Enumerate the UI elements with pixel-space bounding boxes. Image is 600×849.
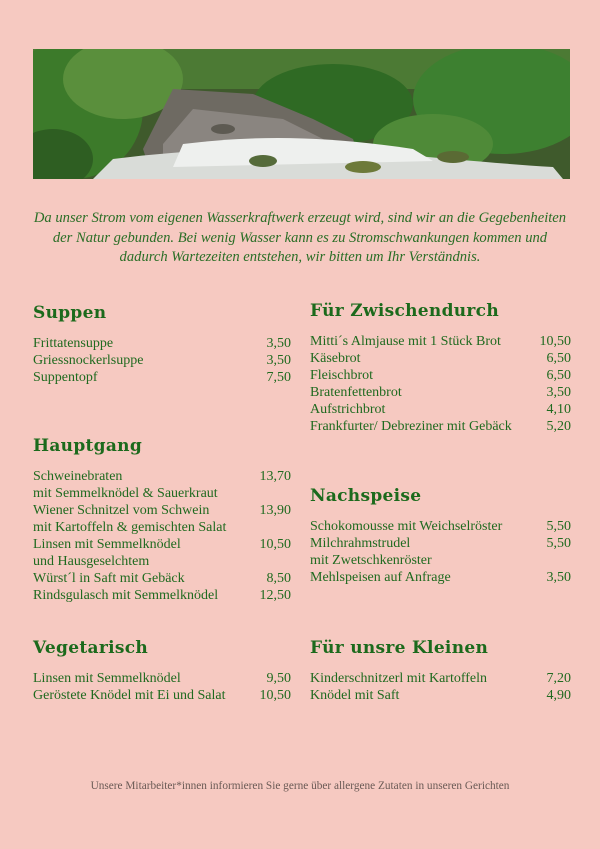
section-title: Vegetarisch	[33, 638, 149, 658]
item-price: 10,50	[539, 334, 571, 349]
item-name: Frankfurter/ Debreziner mit Gebäck	[310, 419, 512, 434]
item-price: 5,50	[546, 536, 571, 551]
item-name: Griessnockerlsuppe	[33, 353, 144, 368]
section-zwischendurch	[310, 301, 571, 435]
item-name: Geröstete Knödel mit Ei und Salat	[33, 688, 226, 703]
item-price: 10,50	[259, 537, 291, 552]
section-nachspeise	[310, 486, 571, 586]
menu-item-detail: mit Zwetschkenröster	[310, 553, 432, 568]
item-price: 13,90	[259, 503, 291, 518]
item-price: 4,90	[546, 688, 571, 703]
item-name: Mehlspeisen auf Anfrage	[310, 570, 451, 585]
section-kleinen	[310, 638, 571, 704]
menu-item	[310, 687, 571, 704]
allergen-note: Unsere Mitarbeiter*innen informieren Sie gerne über allergene Zutaten in unseren Gerichten	[90, 780, 510, 792]
item-price: 7,50	[266, 370, 291, 385]
menu-item	[33, 502, 291, 519]
item-price: 13,70	[259, 469, 291, 484]
menu-item	[33, 670, 291, 687]
item-price: 12,50	[259, 588, 291, 603]
menu-item	[33, 687, 291, 704]
item-price: 4,10	[546, 402, 571, 417]
item-name: Mitti´s Almjause mit 1 Stück Brot	[310, 334, 501, 349]
kleinen-list	[310, 670, 571, 704]
item-price: 5,20	[546, 419, 571, 434]
menu-item-detail: mit Kartoffeln & gemischten Salat	[33, 520, 227, 535]
section-title: Hauptgang	[33, 436, 143, 456]
item-price: 5,50	[546, 519, 571, 534]
menu-item	[310, 670, 571, 687]
section-title: Für unsre Kleinen	[310, 638, 489, 658]
nachspeise-list	[310, 518, 571, 586]
item-price: 3,50	[546, 385, 571, 400]
menu-item	[33, 468, 291, 485]
item-price: 3,50	[546, 570, 571, 585]
item-name: Schweinebraten	[33, 469, 123, 484]
menu-item-detail: mit Semmelknödel & Sauerkraut	[33, 486, 218, 501]
section-title: Für Zwischendurch	[310, 301, 499, 321]
menu-item	[33, 536, 291, 553]
item-name: Aufstrichbrot	[310, 402, 386, 417]
menu-item	[310, 535, 571, 552]
menu-item	[33, 352, 291, 369]
menu-item	[310, 401, 571, 418]
item-name: Knödel mit Saft	[310, 688, 400, 703]
section-vegetarisch	[33, 638, 291, 704]
menu-item	[310, 367, 571, 384]
item-name: Linsen mit Semmelknödel	[33, 537, 181, 552]
item-name: Frittatensuppe	[33, 336, 114, 351]
intro-text: Da unser Strom vom eigenen Wasserkraftwerk erzeugt wird, sind wir an die Gegebenheiten der Natur gebunden. Bei wenig Wasser kann es zu Stromschwankungen kommen und dadurch Wartezeiten entstehen, wir bitten um Ihr Verständnis.	[33, 210, 567, 265]
menu-item	[33, 335, 291, 352]
item-name: Kinderschnitzerl mit Kartoffeln	[310, 671, 488, 686]
menu-item	[33, 587, 291, 604]
section-title: Nachspeise	[310, 486, 422, 506]
menu-item	[310, 384, 571, 401]
hauptgang-list	[33, 468, 291, 604]
stream-photo	[33, 49, 570, 179]
item-price: 6,50	[546, 368, 571, 383]
menu-item	[33, 369, 291, 386]
suppen-list	[33, 335, 291, 386]
item-name: Würst´l in Saft mit Gebäck	[33, 571, 185, 586]
item-name: Schokomousse mit Weichselröster	[310, 519, 503, 534]
menu-item	[33, 570, 291, 587]
item-price: 7,20	[546, 671, 571, 686]
item-name: Käsebrot	[310, 351, 361, 366]
item-name: Wiener Schnitzel vom Schwein	[33, 503, 210, 518]
item-price: 8,50	[266, 571, 291, 586]
item-name: Suppentopf	[33, 370, 98, 385]
section-suppen	[33, 303, 291, 386]
zwischendurch-list	[310, 333, 571, 435]
item-name: Rindsgulasch mit Semmelknödel	[33, 588, 219, 603]
menu-item	[310, 418, 571, 435]
section-hauptgang	[33, 436, 291, 604]
item-price: 10,50	[259, 688, 291, 703]
item-name: Fleischbrot	[310, 368, 373, 383]
item-name: Bratenfettenbrot	[310, 385, 402, 400]
item-price: 6,50	[546, 351, 571, 366]
menu-item	[310, 518, 571, 535]
item-price: 9,50	[266, 671, 291, 686]
menu-item	[310, 350, 571, 367]
menu-item	[310, 333, 571, 350]
menu-item	[310, 569, 571, 586]
vegetarisch-list	[33, 670, 291, 704]
menu-item-detail: und Hausgeselchtem	[33, 554, 150, 569]
item-price: 3,50	[266, 353, 291, 368]
item-name: Milchrahmstrudel	[310, 536, 411, 551]
item-name: Linsen mit Semmelknödel	[33, 671, 181, 686]
section-title: Suppen	[33, 303, 107, 323]
item-price: 3,50	[266, 336, 291, 351]
